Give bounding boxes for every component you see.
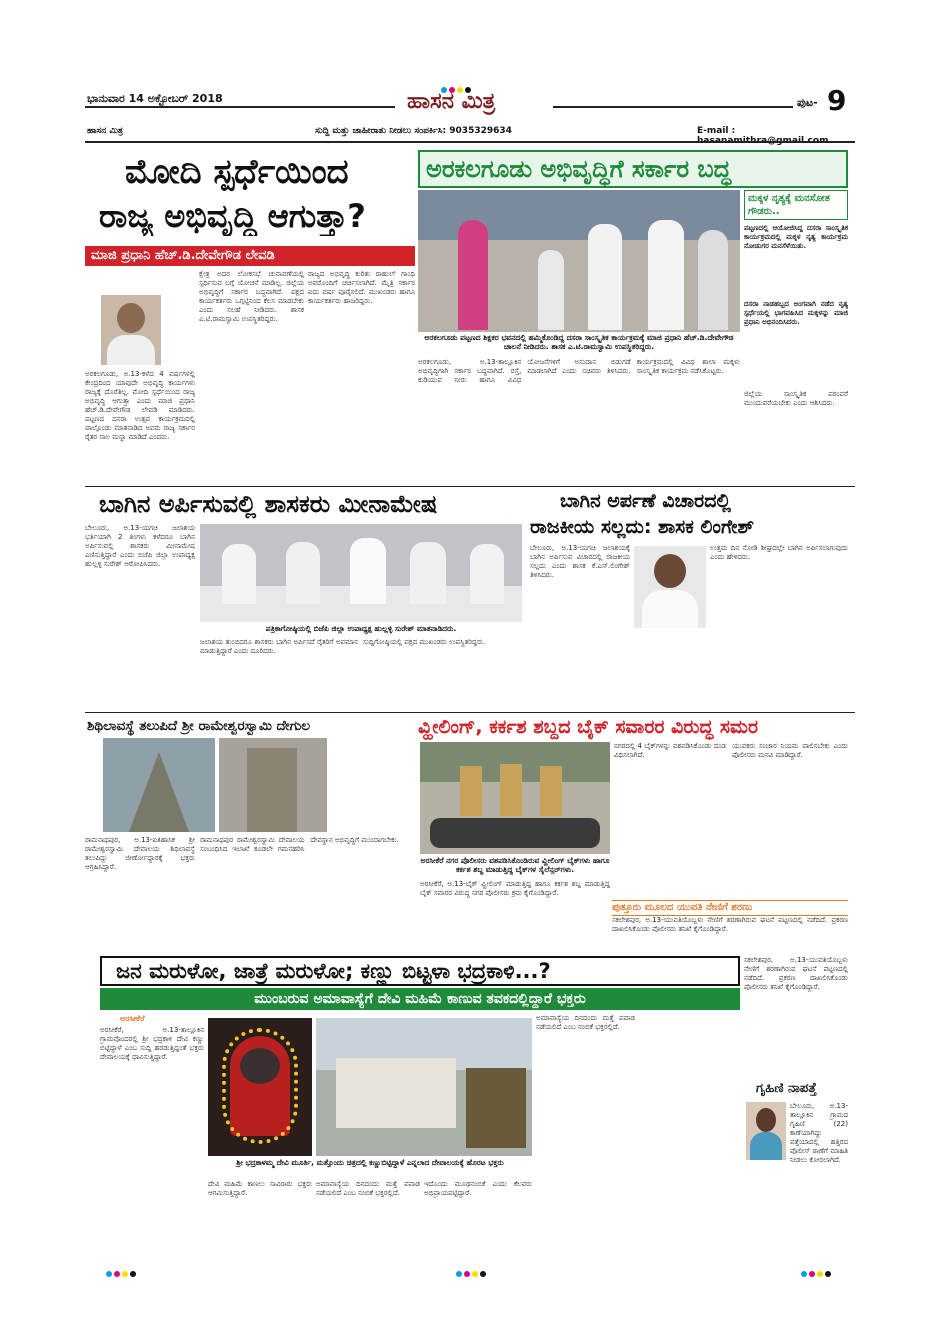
sidebar-kids [744,190,848,485]
story-modi-strap-text: ಮಾಜಿ ಪ್ರಧಾನಿ ಹೆಚ್.ಡಿ.ದೇವೇಗೌಡ ಲೇವಡಿ [91,248,275,263]
story-bhadrakali-col4: ಇದೊಂದು ಮೂಢನಂಬಿಕೆ ಎಂದು ಕೆಲವರು ಅಭಿಪ್ರಾಯಪಟ್ಟಿದ್ದಾರೆ. [424,1180,532,1197]
story-modi-strap [85,246,415,266]
sidebar-kids-body1: ಪಟ್ಟಣದಲ್ಲಿ ಆಯೋಜಿಸಿದ್ದ ದಸರಾ ಸಾಂಸ್ಕೃತಿಕ ಕಾರ್ಯಕ್ರಮದಲ್ಲಿ ಮಕ್ಕಳ ನೃತ್ಯ ಕಾರ್ಯಕ್ರಮ ನೋಡುಗರ ಮನಸೆಳೆಯಿತು. [744,224,848,250]
story-arakalagudu-body: ಅರಕಲಗೂಡು, ಅ.13-ತಾಲ್ಲೂಕಿನ ಅಭಿವೃದ್ಧಿಗಾಗಿ ಸರ್ಕಾರ ಬದ್ಧವಾಗಿದೆ. ರಸ್ತೆ, ಕುಡಿಯುವ ನೀರು ಹಾಗೂ ವಿವಿಧ ಯೋಜನೆಗಳಿಗೆ ಅನುದಾನ ಬಿಡುಗಡೆ ಮಾಡಲಾಗಿದೆ ಎಂದು ಸಚಿವರು ತಿಳಿಸಿದರು. ಕಾರ್ಯಕ್ರಮದಲ್ಲಿ ವಿವಿಧ ಶಾಲಾ ಮಕ್ಕಳು ಸಾಂಸ್ಕೃತಿಕ ಕಾರ್ಯಕ್ರಮ ನಡೆಸಿಕೊಟ್ಟರು. [418,358,740,384]
story-wheeling-headline: ವ್ಹೀಲಿಂಗ್, ಕರ್ಕಶ ಶಬ್ದದ ಬೈಕ್ ಸವಾರರ ವಿರುದ್ಧ ಸಮರ [418,716,759,738]
story-bagina-mla [85,488,525,710]
story-bhadrakali-strap: ಮುಂಬರುವ ಅಮಾವಾಸ್ಯೆಗೆ ದೇವಿ ಮಹಿಮೆ ಕಾಣುವ ತವಕದಲ್ಲಿದ್ದಾರೆ ಭಕ್ತರು [254,991,586,1007]
story-modi-col1: ಅರಕಲಗೂಡು, ಅ.13-ಕಳೆದ 4 ವರ್ಷಗಳಲ್ಲಿ ಕೇಂದ್ರದಿಂದ ಯಾವುದೇ ಅಭಿವೃದ್ಧಿ ಕಾರ್ಯಗಳು ರಾಜ್ಯಕ್ಕೆ ದೊರೆತಿಲ್ಲ. ಮೋದಿ ಸ್ಪರ್ಧೆಯಿಂದ ರಾಜ್ಯ ಅಭಿವೃದ್ಧಿ ಆಗುತ್ತಾ ಎಂದು ಮಾಜಿ ಪ್ರಧಾನಿ ಹೆಚ್.ಡಿ.ದೇವೇಗೌಡ ಲೇವಡಿ ಮಾಡಿದರು. ಪಟ್ಟಣದ ದಸರಾ ಉತ್ಸವ ಕಾರ್ಯಕ್ರಮದಲ್ಲಿ ಪಾಲ್ಗೊಂಡು ಮಾತನಾಡಿದ ಅವರು ರಾಜ್ಯ ಸರ್ಕಾರ ರೈತರ ಸಾಲ ಮನ್ನಾ ಮಾಡಿದೆ ಎಂದರು. [85,370,195,441]
story-suicide [612,900,848,954]
press-meet-photo [200,524,522,622]
event-photo-caption: ಅರಕಲಗೂಡು ಪಟ್ಟಣದ ಶಿಕ್ಷಕರ ಭವನದಲ್ಲಿ ಹಮ್ಮಿಕೊಂಡಿದ್ದ ದಸರಾ ಸಾಂಸ್ಕೃತಿಕ ಕಾರ್ಯಕ್ರಮಕ್ಕೆ ಮಾಜಿ ಪ್ರಧಾನಿ ಹೆಚ್.ಡಿ.ದೇವೇಗೌಡ ಚಾಲನೆ ನೀಡಿದರು. ಶಾಸಕ ಎ.ಟಿ.ರಾಮಸ್ವಾಮಿ ಉಪಸ್ಥಿತರಿದ್ದರು. [424,333,734,351]
story-temple-body: ರಾಮನಾಥಪುರ ರಾಮೇಶ್ವರಸ್ವಾಮಿ ದೇವಾಲಯ ಸಂಬಂಧಿಸಿದ ಇಲಾಖೆ ಕೂಡಲೇ ಗಮನಹರಿಸಿ ದೇವಸ್ಥಾನ ಅಭಿವೃದ್ಧಿಗೆ ಮುಂದಾಗಬೇಕು. [200,836,399,853]
sidebar-kids-body3: ಜಿಲ್ಲೆಯ ಸಾಂಸ್ಕೃತಿಕ ಪರಂಪರೆ ಮುಂದುವರೆಯಬೇಕು ಎಂದು ಆಶಿಸಿದರು. [744,390,848,407]
registration-marks-bottom [105,1262,137,1281]
story-bhadrakali [100,956,740,986]
story-wheeling [418,714,848,900]
story-lingesh-col1: ಬೇಲೂರು, ಅ.13-ಯಗಚಿ ಜಲಾಶಯಕ್ಕೆ ಬಾಗಿನ ಅರ್ಪಿಸುವ ವಿಚಾರದಲ್ಲಿ ರಾಜಕೀಯ ಸಲ್ಲದು ಎಂದು ಶಾಸಕ ಕೆ.ಎಸ್.ಲಿಂಗೇಶ್ ತಿಳಿಸಿದರು. [530,544,630,579]
story-wheeling-headline-bg [418,714,848,740]
story-bhadrakali-strap-bg [100,988,740,1010]
story-lingesh-headline-2: ರಾಜಕೀಯ ಸಲ್ಲದು: ಶಾಸಕ ಲಿಂಗೇಶ್ [530,516,755,538]
story-wheeling-col2: ನಗರದಲ್ಲಿ 4 ಬೈಕ್‌ಗಳನ್ನು ವಶಪಡಿಸಿಕೊಂಡು ದಂಡ ವಿಧಿಸಲಾಗಿದೆ. [614,742,726,759]
story-bhadrakali-col5: ಅಮಾವಾಸ್ಯೆಯ ದಿನದಂದು ಮತ್ತೆ ಪವಾಡ ನಡೆಯಲಿದೆ ಎಂಬ ನಂಬಿಕೆ ಭಕ್ತರಲ್ಲಿದೆ. [536,1014,635,1031]
story-arakalagudu [418,150,848,485]
temple-crowd-photo [316,1018,532,1156]
page-label: ಪುಟ- [797,96,818,109]
story-missing [744,956,848,1252]
story-temple-headline: ಶಿಥಿಲಾವಸ್ಥೆ ತಲುಪಿದೆ ಶ್ರೀ ರಾಮೇಶ್ವರಸ್ವಾಮಿ ದೇಗುಲ [87,718,311,734]
issue-date: ಭಾನುವಾರ 14 ಅಕ್ಟೋಬರ್ 2018 [87,92,223,105]
story-missing-headline: ಗೃಹಿಣಿ ನಾಪತ್ತೆ [756,1081,817,1096]
story-bagina-mla-col2: ಜಲಾಶಯ ತುಂಬಿದರೂ ಶಾಸಕರು ಬಾಗಿನ ಅರ್ಪಿಸದೆ ರೈತರಿಗೆ ಅಪಮಾನ ಮಾಡುತ್ತಿದ್ದಾರೆ ಎಂದು ದೂರಿದರು. [200,638,358,655]
masthead [85,84,855,148]
story-modi [85,150,415,480]
registration-marks-bottom-right [800,1262,832,1281]
event-photo [418,190,740,332]
story-temple [85,714,415,954]
masthead-rule-right [553,106,793,108]
masthead-rule-left [85,106,395,108]
page-number: 9 [827,84,847,117]
story-wheeling-body: ಅರಸೀಕೆರೆ, ಅ.13-ಬೈಕ್ ವ್ಹೀಲಿಂಗ್ ಮಾಡುತ್ತಿದ್ದ ಹಾಗೂ ಕರ್ಕಶ ಶಬ್ದ ಮಾಡುತ್ತಿದ್ದ ಬೈಕ್ ಸವಾರರ ವಿರುದ್ಧ ನಗರ ಪೊಲೀಸರು ಕ್ರಮ ಕೈಗೊಂಡಿದ್ದಾರೆ. [420,880,610,897]
missing-woman-photo [746,1102,786,1160]
story-lingesh-col2: ಉತ್ತಮ ದಿನ ನೋಡಿ ಶೀಘ್ರದಲ್ಲೇ ಬಾಗಿನ ಅರ್ಪಿಸಲಾಗುವುದು ಎಂದು ಹೇಳಿದರು. [710,544,848,561]
temple-photo-1 [103,738,215,832]
story-bagina-mla-col3: ಸುದ್ದಿಗೋಷ್ಠಿಯಲ್ಲಿ ಪಕ್ಷದ ಮುಖಂಡರು ಉಪಸ್ಥಿತರಿದ್ದರು. [363,638,486,646]
story-bhadrakali-headline: ಜನ ಮರುಳೋ, ಜಾತ್ರೆ ಮರುಳೋ; ಕಣ್ಣು ಬಿಟ್ಟಳಾ ಭದ್ರಕಾಳಿ...? [116,959,551,983]
story-bhadrakali-col3: ಅಮಾವಾಸ್ಯೆಯ ದಿನದಂದು ಮತ್ತೆ ಪವಾಡ ನಡೆಯಲಿದೆ ಎಂಬ ನಂಬಿಕೆ ಭಕ್ತರಲ್ಲಿದೆ. [316,1180,420,1197]
police-bikes-photo [420,742,610,854]
divider-2 [85,712,855,713]
bhadrakali-caption: ಶ್ರೀ ಭದ್ರಕಾಳಮ್ಮ ದೇವಿ ಮೂರ್ತಿ, ಮತ್ತೊಂದು ಚಿತ್ರದಲ್ಲಿ ಕಣ್ಣುಬಿಟ್ಟಿದ್ದಾಳೆ ಎನ್ನಲಾದ ದೇವಾಲಯಕ್ಕೆ ಹೊರಟ ಭಕ್ತರು [236,1158,504,1167]
press-meet-caption: ಪತ್ರಿಕಾಗೋಷ್ಠಿಯಲ್ಲಿ ಬಿಜೆಪಿ ಜಿಲ್ಲಾ ಉಪಾಧ್ಯಕ್ಷ ಹುಲ್ಲಳ್ಳಿ ಸುರೇಶ್ ಮಾತನಾಡಿದರು. [265,624,457,633]
story-bhadrakali-col2: ದೇವಿ ಮಹಿಮೆ ಕಾಣಲು ಸಾವಿರಾರು ಭಕ್ತರು ಆಗಮಿಸುತ್ತಿದ್ದಾರೆ. [208,1180,312,1197]
lingesh-photo [634,546,706,628]
story-arakalagudu-headline: ಅರಕಲಗೂಡು ಅಭಿವೃದ್ಧಿಗೆ ಸರ್ಕಾರ ಬದ್ಧ [426,155,732,183]
masthead-logo: ಹಾಸನ ಮಿತ್ರ [407,88,496,114]
story-modi-col3: ರಾಜ್ಯದ ಅಭಿವೃದ್ಧಿ ಕುರಿತು ರಾಹುಲ್ ಗಾಂಧಿ ಅವರೊಂದಿಗೆ ಚರ್ಚಿಸಲಾಗಿದೆ. ಮೈತ್ರಿ ಸರ್ಕಾರ ಐದು ವರ್ಷ ಪೂರೈಸಲಿದೆ. ಮುಖಂಡರು ಹಾಗೂ ಕಾರ್ಯಕರ್ತರು ಹಾಜರಿದ್ದರು. [308,270,415,305]
story-bhadrakali-col1: ಅರಸೀಕೆರೆ, ಅ.13-ತಾಲ್ಲೂಕಿನ ಗ್ರಾಮವೊಂದರಲ್ಲಿ ಶ್ರೀ ಭದ್ರಕಾಳಿ ದೇವಿ ಕಣ್ಣು ಬಿಟ್ಟಿದ್ದಾಳೆ ಎಂಬ ಸುದ್ದಿ ಹರಡುತ್ತಿದ್ದಂತೆ ಭಕ್ತರು ದೇವಾಲಯಕ್ಕೆ ಧಾವಿಸುತ್ತಿದ್ದಾರೆ. [100,1026,204,1061]
police-bikes-caption: ಅರಸೀಕೆರೆ ನಗರ ಪೊಲೀಸರು ವಶಪಡಿಸಿಕೊಂಡಿರುವ ವ್ಹೀಲಿಂಗ್ ಬೈಕ್‌ಗಳು ಹಾಗೂ ಕರ್ಕಶ ಶಬ್ದ ಮಾಡುತ್ತಿದ್ದ ಬೈಕ್‌ಗಳ ಸೈಲೆನ್ಸರ್‌ಗಳು. [420,856,610,874]
divider-1 [85,486,855,487]
goddess-photo [208,1018,312,1156]
masthead-bottom-rule [85,141,855,143]
story-modi-col2: ಕ್ಷೇತ್ರ ಅದರ ಲೋಕಸಭೆ ಚುನಾವಣೆಯಲ್ಲಿ ಸ್ಪರ್ಧಿಸುವ ಬಗ್ಗೆ ಯೋಚನೆ ಮಾಡಿಲ್ಲ. ಜಿಲ್ಲೆಯ ಅಭಿವೃದ್ಧಿಗೆ ಸರ್ಕಾರ ಬದ್ಧವಾಗಿದೆ. ಪಕ್ಷದ ಕಾರ್ಯಕರ್ತರು ಒಗ್ಗಟ್ಟಿನಿಂದ ಕೆಲಸ ಮಾಡಬೇಕು ಎಂದು ಸಲಹೆ ನೀಡಿದರು. ಶಾಸಕ ಎ.ಟಿ.ರಾಮಸ್ವಾಮಿ ಉಪಸ್ಥಿತರಿದ್ದರು. [199,270,304,323]
story-lingesh [530,488,848,710]
bhadrakali-byline: ಅರಸೀಕೆರೆ [120,1014,145,1023]
sidebar-kids-headline: ಮಕ್ಕಳ ನೃತ್ಯಕ್ಕೆ ಮನಸೋತ ಗೌಡರು.. [744,190,848,220]
story-bagina-mla-headline: ಬಾಗಿನ ಅರ್ಪಿಸುವಲ್ಲಿ ಶಾಸಕರು ಮೀನಾಮೇಷ [99,490,438,518]
email: E-mail : [697,126,736,136]
contact-text: ಸುದ್ದಿ ಮತ್ತು ಜಾಹೀರಾತು ನೀಡಲು ಸಂಪರ್ಕಿಸಿ: 9035329634 [315,126,512,136]
story-missing-top: ಸಕಲೇಶಪುರ, ಅ.13-ಯುವತಿಯೊಬ್ಬಳು ನೇಣಿಗೆ ಶರಣಾಗಿರುವ ಘಟನೆ ಪಟ್ಟಣದಲ್ಲಿ ನಡೆದಿದೆ. ಪ್ರಕರಣ ದಾಖಲಿಸಿಕೊಂಡು ಪೊಲೀಸರು ತನಿಖೆ ಕೈಗೊಂಡಿದ್ದಾರೆ. [744,956,848,991]
story-bagina-mla-col1: ಬೇಲೂರು, ಅ.13-ಯಗಚಿ ಜಲಾಶಯ ಭರ್ತಿಯಾಗಿ 2 ತಿಂಗಳು ಕಳೆದರೂ ಬಾಗಿನ ಅರ್ಪಿಸುವಲ್ಲಿ ಶಾಸಕರು ಮೀನಾಮೇಷ ಎಣಿಸುತ್ತಿದ್ದಾರೆ ಎಂದು ಬಿಜೆಪಿ ಜಿಲ್ಲಾ ಉಪಾಧ್ಯಕ್ಷ ಹುಲ್ಲಳ್ಳಿ ಸುರೇಶ್ ಆರೋಪಿಸಿದರು. [85,524,195,568]
story-wheeling-col3: ಯುವಕರು ಸಂಚಾರ ನಿಯಮ ಪಾಲಿಸಬೇಕು ಎಂದು ಪೊಲೀಸರು ಮನವಿ ಮಾಡಿದ್ದಾರೆ. [732,742,848,759]
story-temple-caption: ರಾಮನಾಥಪುರ, ಅ.13-ಐತಿಹಾಸಿಕ ಶ್ರೀ ರಾಮೇಶ್ವರಸ್ವಾಮಿ ದೇವಾಲಯ ಶಿಥಿಲಾವಸ್ಥೆ ತಲುಪಿದ್ದು ಜೀರ್ಣೋದ್ಧಾರಕ್ಕೆ ಭಕ್ತರು ಆಗ್ರಹಿಸಿದ್ದಾರೆ. [85,836,195,871]
story-lingesh-headline-1: ಬಾಗಿನ ಅರ್ಪಣೆ ವಿಚಾರದಲ್ಲಿ [560,490,731,512]
sidebar-kids-body2: ದಸರಾ ನಾಡಹಬ್ಬದ ಅಂಗವಾಗಿ ನಡೆದ ನೃತ್ಯ ಸ್ಪರ್ಧೆಯಲ್ಲಿ ಭಾಗವಹಿಸಿದ ಮಕ್ಕಳನ್ನು ಮಾಜಿ ಪ್ರಧಾನಿ ಅಭಿನಂದಿಸಿದರು. [744,300,848,326]
story-suicide-headline: ಪುತ್ತೂರು ಮೂಲದ ಯುವತಿ ನೇಣಿಗೆ ಶರಣು [612,900,848,916]
registration-marks-bottom-mid [455,1262,487,1281]
temple-photo-2 [219,738,327,832]
sub-logo: ಹಾಸನ ಮಿತ್ರ [87,126,124,136]
story-arakalagudu-headline-bg [418,150,848,188]
story-modi-headline-2: ರಾಜ್ಯ ಅಭಿವೃದ್ಧಿ ಆಗುತ್ತಾ? [99,197,366,235]
story-suicide-body: ಸಕಲೇಶಪುರ, ಅ.13-ಯುವತಿಯೊಬ್ಬಳು ನೇಣಿಗೆ ಶರಣಾಗಿರುವ ಘಟನೆ ಪಟ್ಟಣದಲ್ಲಿ ನಡೆದಿದೆ. ಪ್ರಕರಣ ದಾಖಲಿಸಿಕೊಂಡು ಪೊಲೀಸರು ತನಿಖೆ ಕೈಗೊಂಡಿದ್ದಾರೆ. [612,916,848,933]
story-modi-headline-1: ಮೋದಿ ಸ್ಪರ್ಧೆಯಿಂದ [125,152,349,192]
story-missing-body: ಬೇಲೂರು, ಅ.13-ತಾಲ್ಲೂಕಿನ ಗ್ರಾಮದ ಗೃಹಿಣಿ (22) ಕಾಣೆಯಾಗಿದ್ದು ಪತ್ತೆಯಾದಲ್ಲಿ ಹತ್ತಿರದ ಪೊಲೀಸ್ ಠಾಣೆಗೆ ಮಾಹಿತಿ ನೀಡಲು ಕೋರಲಾಗಿದೆ. [790,1102,848,1164]
